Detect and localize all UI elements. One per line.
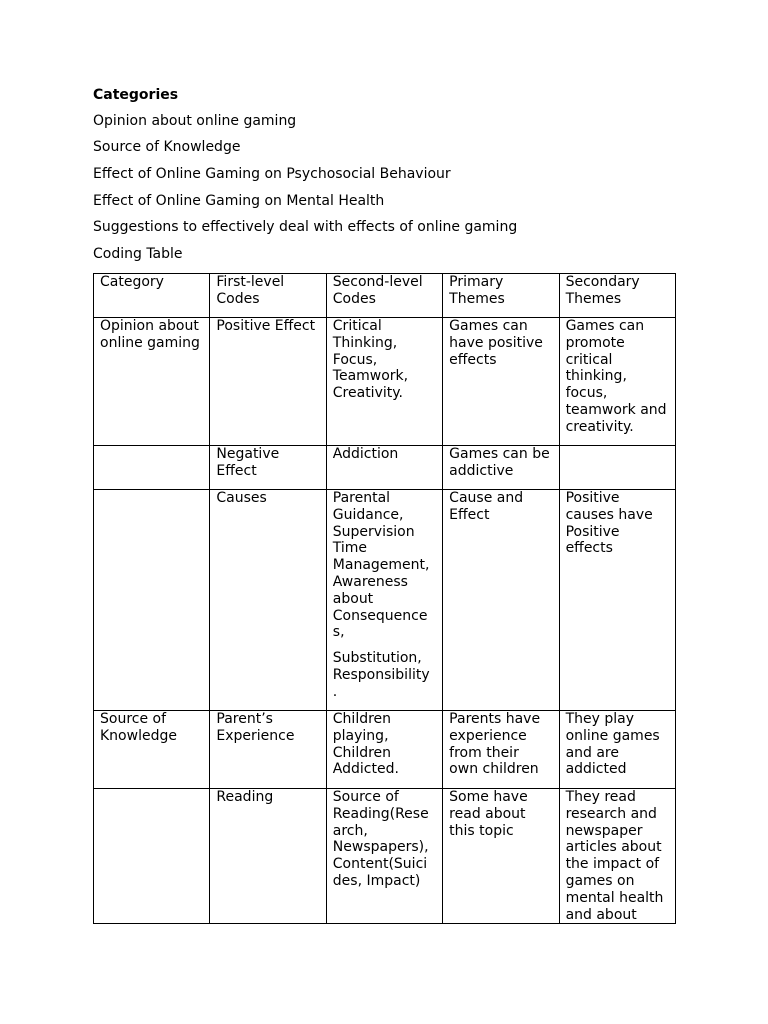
header-cell-category: Category xyxy=(94,274,210,318)
category-line: Suggestions to effectively deal with effects of online gaming xyxy=(93,219,518,235)
second-level-code-text: Parental Guidance, Supervision Time Management, Awareness about Consequence s, xyxy=(332,490,430,641)
secondary-theme-cell: Positive causes have Positive effects xyxy=(559,490,675,711)
second-level-code-cell xyxy=(326,446,442,490)
primary-theme-cell: Parents have experience from their own children xyxy=(443,711,559,789)
second-level-code-cell xyxy=(326,318,442,446)
secondary-theme-cell: Games can promote critical thinking, focus, teamwork and creativity. xyxy=(559,318,675,446)
second-level-code-text: Critical Thinking, Focus, Teamwork, Creativity. xyxy=(332,318,409,402)
first-level-code-cell: Parent’s Experience xyxy=(210,711,326,789)
first-level-code-cell: Causes xyxy=(210,490,326,711)
second-level-code-extra-text: Substitution, Responsibility . xyxy=(332,650,430,700)
category-line: Opinion about online gaming xyxy=(93,113,297,129)
secondary-theme-cell: They play online games and are addicted xyxy=(559,711,675,789)
second-level-code-text: Addiction xyxy=(332,446,399,462)
secondary-theme-cell: They read research and newspaper articles about the impact of games on mental health and about xyxy=(559,789,675,924)
primary-theme-cell: Some have read about this topic xyxy=(443,789,559,924)
second-level-code-text: Children playing, Children Addicted. xyxy=(332,711,399,778)
category-cell xyxy=(94,490,210,711)
coding-table xyxy=(93,273,676,924)
table-row xyxy=(94,446,676,490)
primary-theme-cell: Cause and Effect xyxy=(443,490,559,711)
category-line: Effect of Online Gaming on Mental Health xyxy=(93,193,385,209)
first-level-code-cell: Negative Effect xyxy=(210,446,326,490)
category-cell xyxy=(94,789,210,924)
header-cell-second-level-codes: Second-level Codes xyxy=(326,274,442,318)
header-cell-primary-themes: Primary Themes xyxy=(443,274,559,318)
first-level-code-cell: Positive Effect xyxy=(210,318,326,446)
second-level-code-cell xyxy=(326,711,442,789)
primary-theme-cell: Games can be addictive xyxy=(443,446,559,490)
second-level-code-cell xyxy=(326,789,442,924)
table-row xyxy=(94,711,676,789)
header-cell-first-level-codes: First-level Codes xyxy=(210,274,326,318)
table-row xyxy=(94,789,676,924)
coding-table-caption: Coding Table xyxy=(93,246,183,262)
categories-heading: Categories xyxy=(93,87,179,103)
table-row xyxy=(94,318,676,446)
category-cell: Opinion about online gaming xyxy=(94,318,210,446)
second-level-code-cell xyxy=(326,490,442,711)
table-header-row xyxy=(94,274,676,318)
category-cell: Source of Knowledge xyxy=(94,711,210,789)
category-line: Source of Knowledge xyxy=(93,139,241,155)
second-level-code-text: Source of Reading(Rese arch, Newspapers), Content(Suici des, Impact) xyxy=(332,789,429,889)
category-cell xyxy=(94,446,210,490)
category-line: Effect of Online Gaming on Psychosocial Behaviour xyxy=(93,166,451,182)
table-row xyxy=(94,490,676,711)
header-cell-secondary-themes: Secondary Themes xyxy=(559,274,675,318)
primary-theme-cell: Games can have positive effects xyxy=(443,318,559,446)
secondary-theme-cell xyxy=(559,446,675,490)
first-level-code-cell: Reading xyxy=(210,789,326,924)
